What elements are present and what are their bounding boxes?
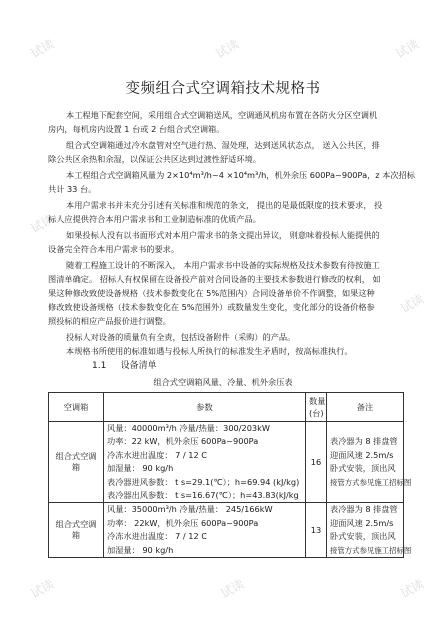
note-line: 卧式安装，顶出风 (330, 463, 396, 474)
note-line: 卧式安装，顶出风 (330, 531, 396, 542)
note-line: 表冷器为 8 排盘管 (330, 504, 398, 515)
row-note (327, 503, 412, 558)
param-line: 表冷器出风参数： t s=16.67(℃）；h=43.83(kJ/kg (107, 489, 299, 500)
param-line: 功率：22 kW，机外余压 600Pa~900Pa (107, 436, 259, 447)
body-line: 本规格书所使用的标准如遇与投标人所执行的标准发生矛盾时，按高标准执行。 (66, 346, 353, 356)
body-line: 本工程地下配套空间，采用组合式空调箱送风，空调通风机房布置在各防火分区空调机 (66, 110, 378, 120)
param-line: 风量：35000m³/h 冷量/热量： 245/166kW (107, 504, 273, 515)
table-row (49, 503, 404, 558)
row-params (104, 422, 306, 503)
param-line: 表冷器进风参数： t s=29.1(℃）；h=69.94 (kJ/kg) (107, 476, 300, 487)
body-line: 房内，每机房内设置 1 台或 2 台组合式空调箱。 (48, 124, 225, 134)
param-line: 功率： 22kW，机外余压 600Pa~900Pa (107, 517, 259, 528)
row-qty: 16 (306, 422, 327, 503)
watermark: 试读 (213, 36, 242, 61)
watermark: 试读 (393, 36, 422, 61)
body-line: 果这种修改致使设备规格（技术参数变化在 5%范围内）合同设备单价不作调整，如果这种 (48, 288, 375, 298)
row-params (104, 503, 306, 558)
note-line: 迎面风速 2.5m/s (330, 517, 394, 528)
header-name: 空调箱 (49, 393, 104, 422)
body-line: 除公共区余热和余湿，以保证公共区达到过渡性舒适环境。 (48, 154, 261, 164)
header-qty-line2: (台) (309, 408, 324, 418)
watermark: 试读 (28, 211, 57, 236)
body-line: 本用户需求书并未充分引述有关标准和规范的条文， 提出的是最低限度的技术要求， 投 (66, 200, 383, 210)
note-line: 表冷器为 8 排盘管 (330, 436, 398, 447)
param-line: 风量：40000m³/h 冷量/热量：300/203kW (107, 423, 270, 433)
body-line: 标人应提供符合本用户需求书和工业制造标准的优质产品。 (48, 214, 261, 224)
param-line: 加湿量： 90 kg/h (107, 544, 174, 555)
header-params: 参数 (104, 393, 306, 422)
table-caption: 组合式空调箱风量、冷量、机外余压表 (153, 377, 293, 387)
header-note: 备注 (327, 393, 404, 422)
header-qty (306, 393, 327, 422)
watermark: 试读 (398, 576, 427, 601)
body-line: 本工程组合式空调箱风量为 2×10⁴m³/h~4 ×10⁴m³/h，机外余压 600Pa~900Pa，z 本次招标 (66, 170, 415, 180)
body-line: 设备完全符合本用户需求书的要求。 (48, 244, 180, 254)
watermark: 试读 (28, 36, 57, 61)
body-line: 共计 33 台。 (48, 184, 97, 194)
document-title: 变频组合式空调箱技术规格书 (125, 81, 321, 97)
row-qty: 13 (306, 503, 327, 558)
header-qty-line1: 数量 (309, 396, 326, 406)
row-name: 组合式空调箱 (49, 422, 104, 503)
body-line: 投标人对设备的质量负有全责，包括设备附件（采购）的产品。 (66, 332, 296, 342)
body-line: 组合式空调箱通过冷水盘管对空气进行热、湿处理，达到送风状态点， 送入公共区，排 (66, 140, 380, 150)
body-line: 修改致使设备规格（技术参数变化在 5%范围外）或数量发生变化，变化部分的设备价格参 (48, 302, 375, 312)
table-row (49, 422, 404, 503)
body-line: 随着工程施工设计的不断深入， 本用户需求书中设备的实际规格及技术参数有待按施工 (66, 260, 380, 270)
row-note (327, 422, 412, 503)
watermark: 试读 (218, 576, 247, 601)
body-line: 照投标的相应产品报价进行调整。 (48, 316, 171, 326)
section-number: 1.1 (92, 361, 107, 371)
note-line: 接管方式参见施工招标图 (330, 545, 412, 555)
body-line: 如果投标人没有以书面形式对本用户需求书的条文提出异议， 则意味着投标人能提供的 (66, 230, 380, 240)
row-name: 组合式空调箱 (49, 503, 104, 558)
body-line: 图清单确定。 招标人有权保留在设备投产前对合同设备的主要技术参数进行修改的权利， 如 (48, 274, 381, 284)
watermark: 试读 (398, 291, 427, 316)
equipment-table (48, 392, 412, 558)
param-line: 冷冻水进出温度： 7 / 12 C (107, 531, 208, 542)
param-line: 冷冻水进出温度： 7 / 12 C (107, 449, 208, 460)
section-heading (92, 358, 157, 371)
note-line: 接管方式参见施工招标图 (330, 477, 412, 487)
table-header-row (49, 393, 404, 422)
section-title: 设备清单 (120, 361, 157, 371)
watermark: 试读 (28, 576, 57, 601)
param-line: 加湿量： 90 kg/h (107, 463, 174, 474)
note-line: 迎面风速 2.5m/s (330, 449, 394, 460)
